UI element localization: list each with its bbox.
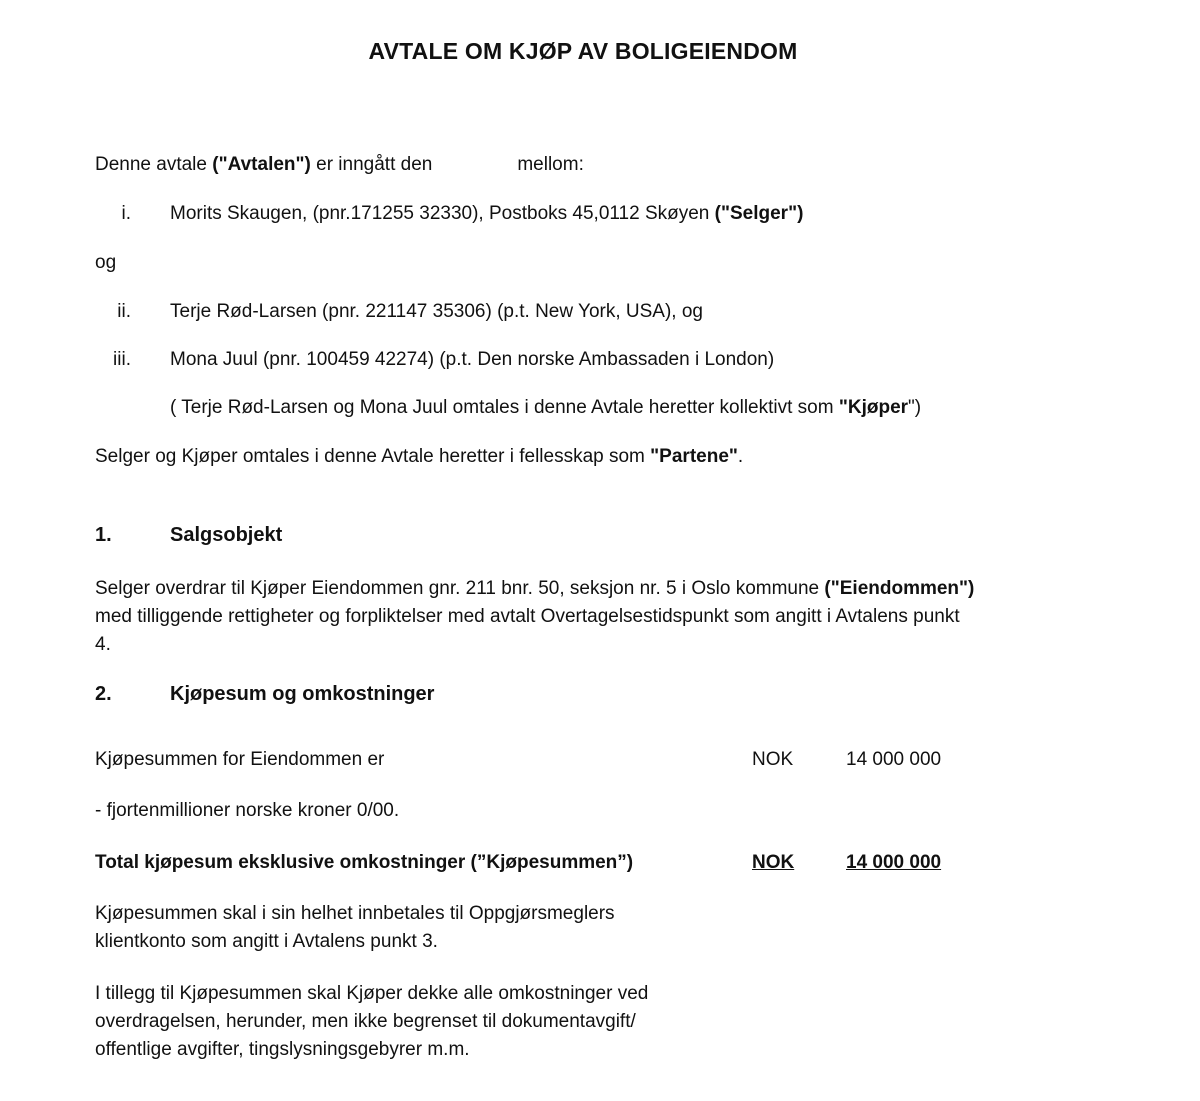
section-1-number: 1.	[95, 524, 112, 546]
section-1-body-line-1	[95, 575, 974, 603]
document-title: AVTALE OM KJØP AV BOLIGEIENDOM	[368, 38, 798, 64]
costs-line-2: overdragelsen, herunder, men ikke begrenset til dokumentavgift/	[95, 1011, 636, 1032]
intro-suffix: mellom:	[517, 154, 584, 175]
collective-term: "Kjøper	[838, 397, 909, 418]
price-in-words: - fjortenmillioner norske kroner 0/00.	[95, 800, 400, 821]
intro-line	[95, 151, 584, 179]
payment-line-1: Kjøpesummen skal i sin helhet innbetales til Oppgjørsmeglers	[95, 903, 615, 924]
party-numeral-i: i.	[121, 203, 131, 224]
party-numeral-iii: iii.	[113, 349, 131, 370]
intro-prefix: Denne avtale	[95, 154, 213, 175]
costs-line-1: I tillegg til Kjøpesummen skal Kjøper dekke alle omkostninger ved	[95, 983, 649, 1004]
party-seller-term: ("Selger")	[714, 203, 804, 224]
total-price-amount: 14 000 000	[846, 852, 942, 873]
parties-note	[95, 443, 743, 471]
party-numeral-ii: ii.	[117, 301, 131, 322]
intro-term: ("Avtalen")	[212, 154, 311, 175]
section-1-title: Salgsobjekt	[170, 524, 283, 546]
price-label: Kjøpesummen for Eiendommen er	[95, 749, 385, 770]
section-1-body-term: ("Eiendommen")	[824, 578, 975, 599]
payment-line-2: klientkonto som angitt i Avtalens punkt 3.	[95, 931, 438, 952]
parties-note-term: "Partene"	[650, 446, 738, 467]
parties-note-suffix: .	[737, 446, 744, 467]
section-2-heading	[95, 680, 434, 708]
party-buyer-2: Mona Juul (pnr. 100459 42274) (p.t. Den norske Ambassaden i London)	[170, 349, 775, 370]
section-1-body-line-2: med tilliggende rettigheter og forpliktelser med avtalt Overtagelsestidspunkt som angitt i Avtalens punkt	[95, 606, 960, 627]
section-1-heading	[95, 521, 282, 549]
collective-buyer-line	[170, 394, 921, 422]
section-1-body-prefix: Selger overdrar til Kjøper Eiendommen gnr. 211 bnr. 50, seksjon nr. 5 i Oslo kommune	[95, 578, 825, 599]
intro-middle: er inngått den	[310, 154, 433, 175]
party-buyer-1: Terje Rød-Larsen (pnr. 221147 35306) (p.t. New York, USA), og	[170, 301, 703, 322]
section-2-title: Kjøpesum og omkostninger	[170, 683, 435, 705]
conjunction-og: og	[95, 252, 117, 273]
total-price-currency: NOK	[752, 852, 795, 873]
collective-prefix: ( Terje Rød-Larsen og Mona Juul omtales i denne Avtale heretter kollektivt som	[170, 397, 839, 418]
party-seller-text: Morits Skaugen, (pnr.171255 32330), Postboks 45,0112 Skøyen	[170, 203, 715, 224]
price-amount: 14 000 000	[846, 749, 942, 770]
parties-note-prefix: Selger og Kjøper omtales i denne Avtale heretter i fellesskap som	[95, 446, 651, 467]
price-currency: NOK	[752, 749, 794, 770]
section-2-number: 2.	[95, 683, 112, 705]
section-1-body-line-3: 4.	[95, 634, 111, 655]
collective-suffix: ")	[908, 397, 922, 418]
party-seller	[170, 200, 803, 228]
total-price-label: Total kjøpesum eksklusive omkostninger (”Kjøpesummen”)	[95, 852, 634, 873]
costs-line-3: offentlige avgifter, tingslysningsgebyrer m.m.	[95, 1039, 470, 1060]
